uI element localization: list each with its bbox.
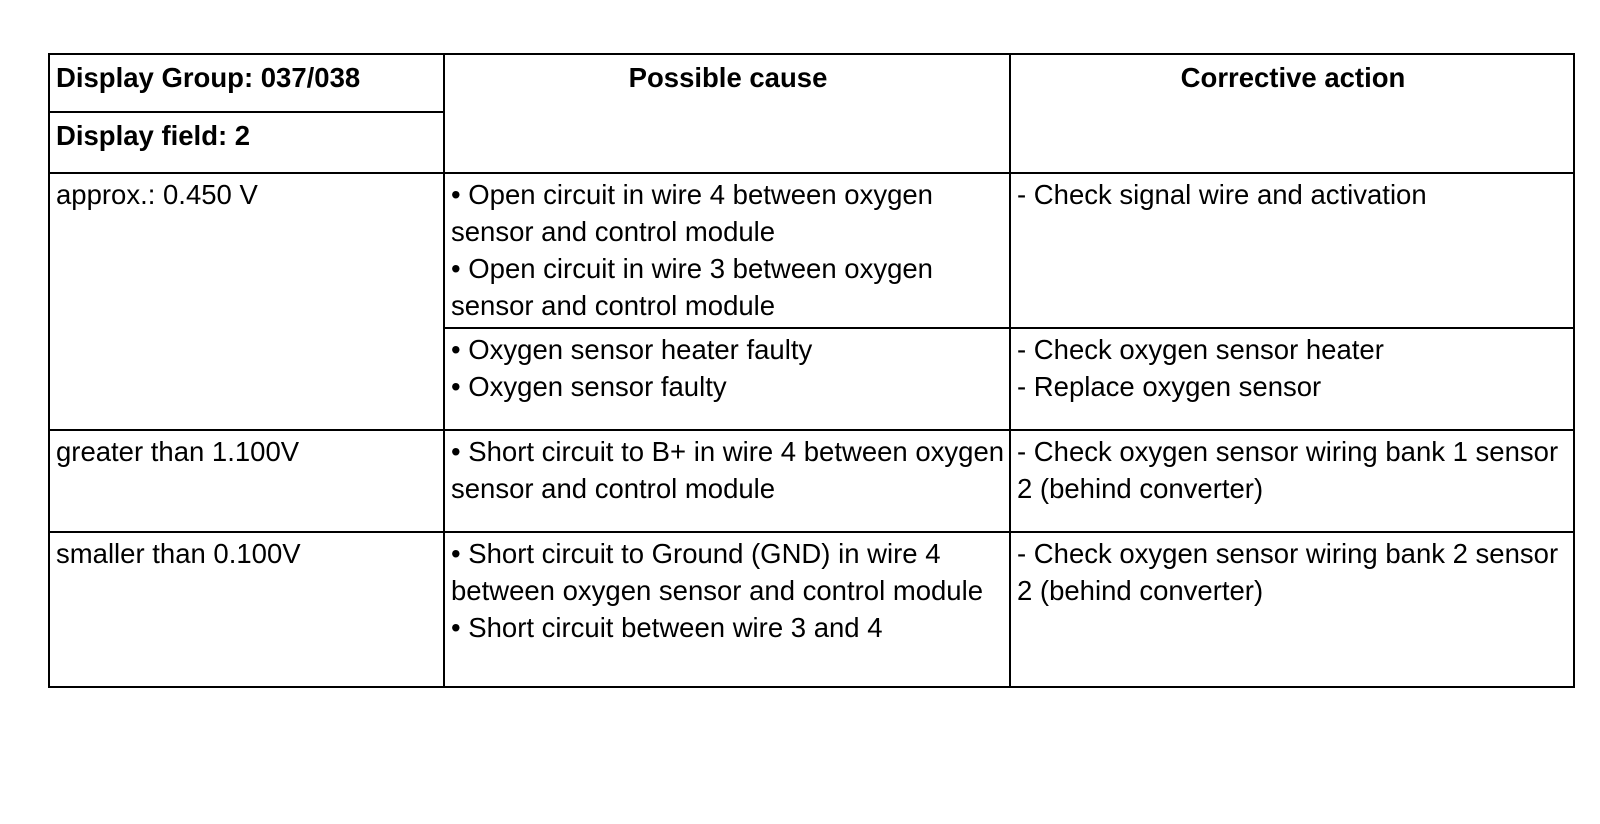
cause-cell: [444, 173, 1010, 328]
action-item: - Check oxygen sensor wiring bank 1 sensor 2 (behind converter): [1017, 436, 1559, 504]
action-cell: [1010, 430, 1574, 532]
table-row: [49, 173, 1574, 328]
corrective-action-header: Corrective action: [1010, 54, 1574, 173]
cause-item: • Open circuit in wire 3 between oxygen sensor and control module: [451, 253, 933, 321]
display-field-header: Display field: 2: [49, 112, 444, 173]
diagnostic-table: [48, 53, 1575, 688]
display-group-header: Display Group: 037/038: [49, 54, 444, 112]
action-item: - Check oxygen sensor wiring bank 2 sensor 2 (behind converter): [1017, 538, 1559, 606]
table-row: [49, 430, 1574, 532]
cause-item: • Oxygen sensor heater faulty: [451, 334, 813, 365]
cause-item: • Short circuit between wire 3 and 4: [451, 612, 883, 643]
table-row: [49, 532, 1574, 687]
cause-cell: [444, 532, 1010, 687]
value-cell: approx.: 0.450 V: [49, 173, 444, 430]
action-cell: [1010, 173, 1574, 328]
cause-item: • Oxygen sensor faulty: [451, 371, 727, 402]
value-cell: smaller than 0.100V: [49, 532, 444, 687]
action-item: - Check signal wire and activation: [1017, 179, 1427, 210]
cause-item: • Short circuit to Ground (GND) in wire 4 between oxygen sensor and control module: [451, 538, 984, 606]
action-item: - Check oxygen sensor heater: [1017, 334, 1384, 365]
header-row: [49, 54, 1574, 112]
possible-cause-header: Possible cause: [444, 54, 1010, 173]
action-cell: [1010, 532, 1574, 687]
cause-cell: [444, 328, 1010, 430]
cause-item: • Short circuit to B+ in wire 4 between oxygen sensor and control module: [451, 436, 1005, 504]
cause-cell: [444, 430, 1010, 532]
cause-item: • Open circuit in wire 4 between oxygen sensor and control module: [451, 179, 933, 247]
action-cell: [1010, 328, 1574, 430]
value-cell: greater than 1.100V: [49, 430, 444, 532]
action-item: - Replace oxygen sensor: [1017, 371, 1322, 402]
